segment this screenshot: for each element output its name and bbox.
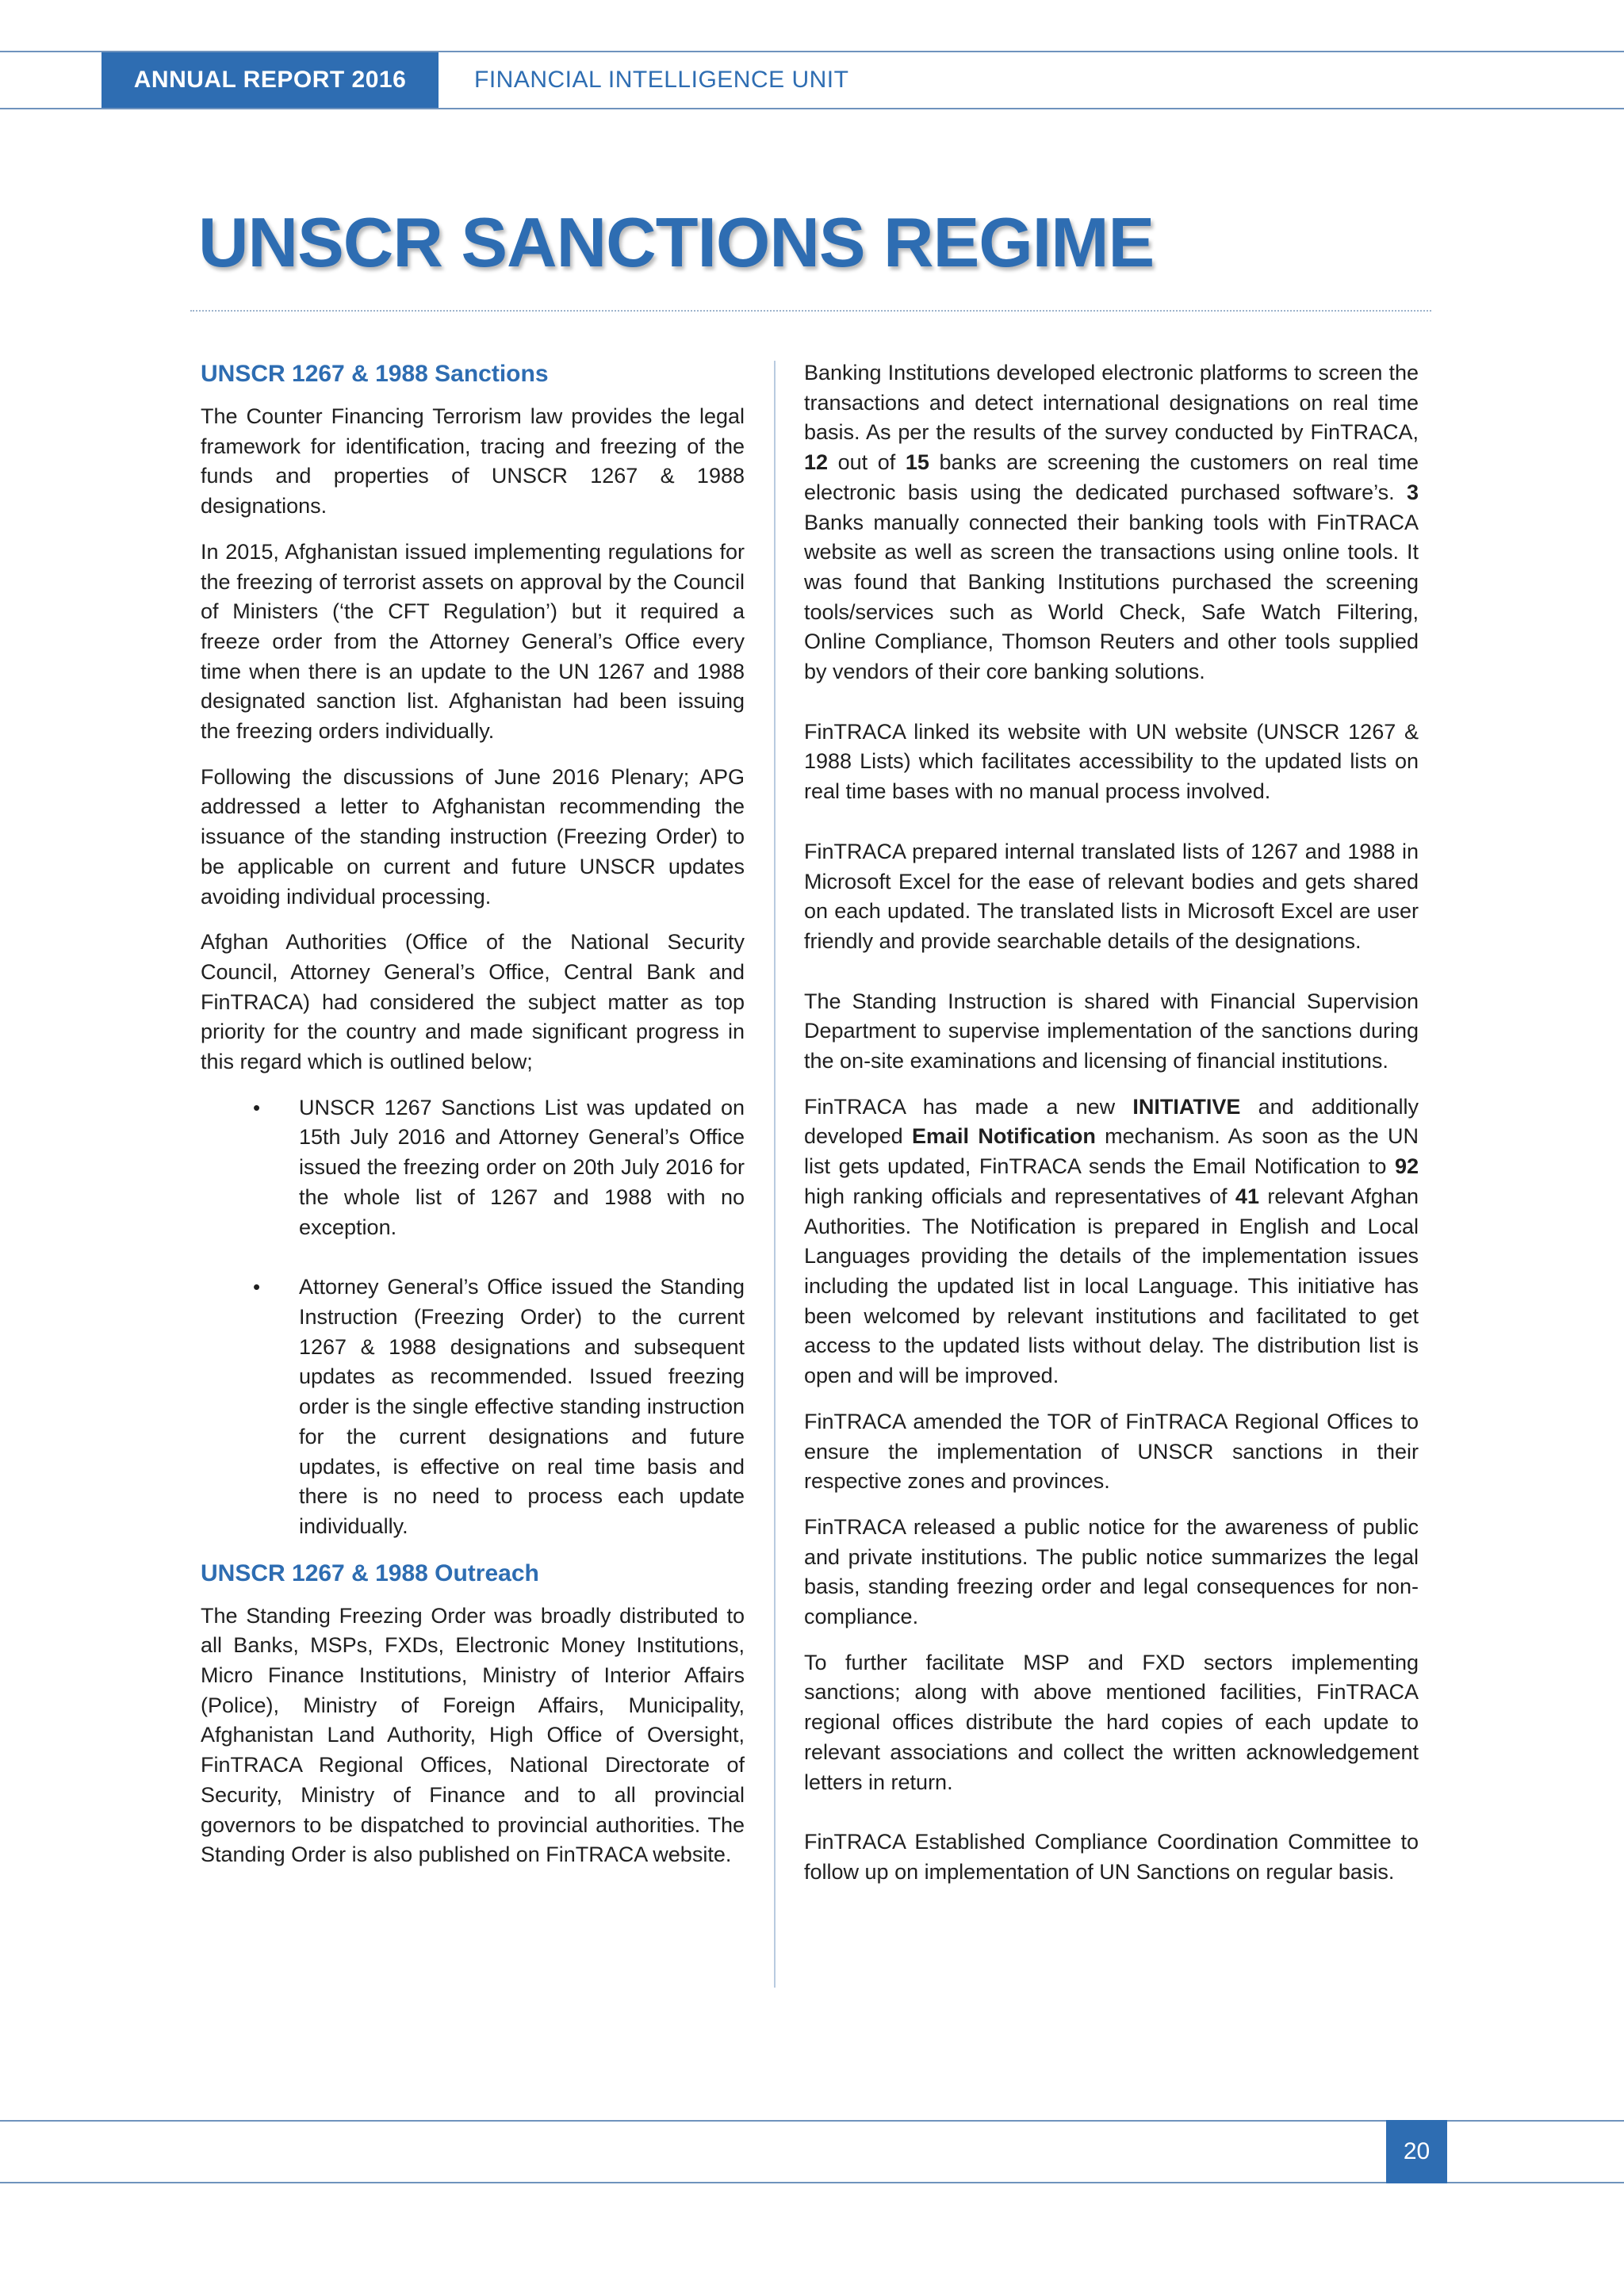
paragraph: FinTRACA Established Compliance Coordination Committee to follow up on implementation of UN Sanctions on regular basis. xyxy=(804,1830,1419,1884)
header-bottom-rule xyxy=(0,108,1624,109)
heading-sanctions: UNSCR 1267 & 1988 Sanctions xyxy=(201,361,549,387)
bullet-icon: • xyxy=(253,1095,261,1119)
bullet-text: Attorney General’s Office issued the Standing Instruction (Freezing Order) to the current 1267 & 1988 designations and subsequent updates as recommended. Issued freezing order is the single effective standing instruction for the current designations and future updates, is effective on real time basis and there is no need to process each update individually. xyxy=(299,1275,745,1538)
paragraph: FinTRACA amended the TOR of FinTRACA Regional Offices to ensure the implementation of UNSCR sanctions in their respective zones and provinces. xyxy=(804,1409,1419,1494)
paragraph: The Standing Instruction is shared with Financial Supervision Department to supervise implementation of the sanctions during the on-site examinations and licensing of financial institutions. xyxy=(804,989,1419,1073)
paragraph: FinTRACA prepared internal translated lists of 1267 and 1988 in Microsoft Excel for the ease of relevant bodies and gets shared on each updated. The translated lists in Microsoft Excel are user friendly and provide searchable details of the designations. xyxy=(804,839,1419,953)
bullet-icon: • xyxy=(253,1275,261,1299)
paragraph: Afghan Authorities (Office of the National Security Council, Attorney General’s Office, Central Bank and FinTRACA) had considered the subject matter as top priority for the country and made significant progress in this regard which is outlined below; xyxy=(201,930,745,1074)
left-column xyxy=(201,358,745,1886)
paragraph: FinTRACA released a public notice for the awareness of public and private institutions. The public notice summarizes the legal basis, standing freezing order and legal consequences for non-compliance. xyxy=(804,1514,1419,1629)
paragraph: To further facilitate MSP and FXD sectors implementing sanctions; along with above mentioned facilities, FinTRACA regional offices distribute the hard copies of each update to relevant associations and collect the written acknowledgement letters in return. xyxy=(804,1650,1419,1794)
bullet-item xyxy=(201,1272,745,1541)
paragraph-banking-institutions: Banking Institutions developed electronic platforms to screen the transactions and detect international designations on real time basis. As per the results of the survey conducted by FinTRACA, 12 out of 15 banks are screening the customers on real time electronic basis using the dedicated purchased software’s. 3 Banks manually connected their banking tools with FinTRACA website as well as screen the transactions using online tools. It was found that Banking Institutions purchased the screening tools/services such as World Check, Safe Watch Filtering, Online Compliance, Thomson Reuters and other tools supplied by vendors of their core banking solutions. xyxy=(804,361,1419,684)
footer-bottom-rule xyxy=(0,2182,1624,2183)
heading-outreach: UNSCR 1267 & 1988 Outreach xyxy=(201,1559,539,1586)
paragraph-email-notification: FinTRACA has made a new INITIATIVE and additionally developed Email Notification mechanism. As soon as the UN list gets updated, FinTRACA sends the Email Notification to 92 high ranking officials and representatives of 41 relevant Afghan Authorities. The Notification is prepared in English and Local Languages providing the details of the implementation issues including the updated list in local Language. This initiative has been welcomed by relevant institutions and facilitated to get access to the updated lists without delay. The distribution list is open and will be improved. xyxy=(804,1094,1419,1388)
page-title: UNSCR SANCTIONS REGIME xyxy=(198,203,1155,281)
footer-top-rule xyxy=(0,2120,1624,2122)
paragraph: The Standing Freezing Order was broadly distributed to all Banks, MSPs, FXDs, Electronic Money Institutions, Micro Finance Institutions, Ministry of Interior Affairs (Police), Ministry of Foreign Affairs, Municipality, Afghanistan Land Authority, High Office of Oversight, FinTRACA Regional Offices, National Directorate of Security, Ministry of Finance and to all provincial governors to be dispatched to provincial authorities. The Standing Order is also published on FinTRACA website. xyxy=(201,1603,745,1867)
unit-label: FINANCIAL INTELLIGENCE UNIT xyxy=(474,67,849,93)
paragraph: FinTRACA linked its website with UN website (UNSCR 1267 & 1988 Lists) which facilitates accessibility to the updated lists on real time bases with no manual process involved. xyxy=(804,719,1419,804)
bullet-item xyxy=(201,1093,745,1243)
title-dotted-rule xyxy=(190,310,1431,312)
report-label-tab: ANNUAL REPORT 2016 xyxy=(102,52,439,108)
page-number: 20 xyxy=(1386,2120,1447,2183)
bullet-text: UNSCR 1267 Sanctions List was updated on 15th July 2016 and Attorney General’s Office issued the freezing order on 20th July 2016 for the whole list of 1267 and 1988 with no exception. xyxy=(299,1095,745,1239)
bullet-list xyxy=(201,1093,745,1542)
paragraph: In 2015, Afghanistan issued implementing regulations for the freezing of terrorist assets on approval by the Council of Ministers (‘the CFT Regulation’) but it required a freeze order from the Attorney General’s Office every time when there is an update to the UN 1267 and 1988 designated sanction list. Afghanistan had been issuing the freezing orders individually. xyxy=(201,539,745,744)
right-column xyxy=(804,358,1419,1904)
column-divider xyxy=(774,361,776,1988)
paragraph: The Counter Financing Terrorism law provides the legal framework for identification, tracing and freezing of the funds and properties of UNSCR 1267 & 1988 designations. xyxy=(201,404,745,519)
paragraph: Following the discussions of June 2016 Plenary; APG addressed a letter to Afghanistan recommending the issuance of the standing instruction (Freezing Order) to be applicable on current and future UNSCR updates avoiding individual processing. xyxy=(201,764,745,909)
